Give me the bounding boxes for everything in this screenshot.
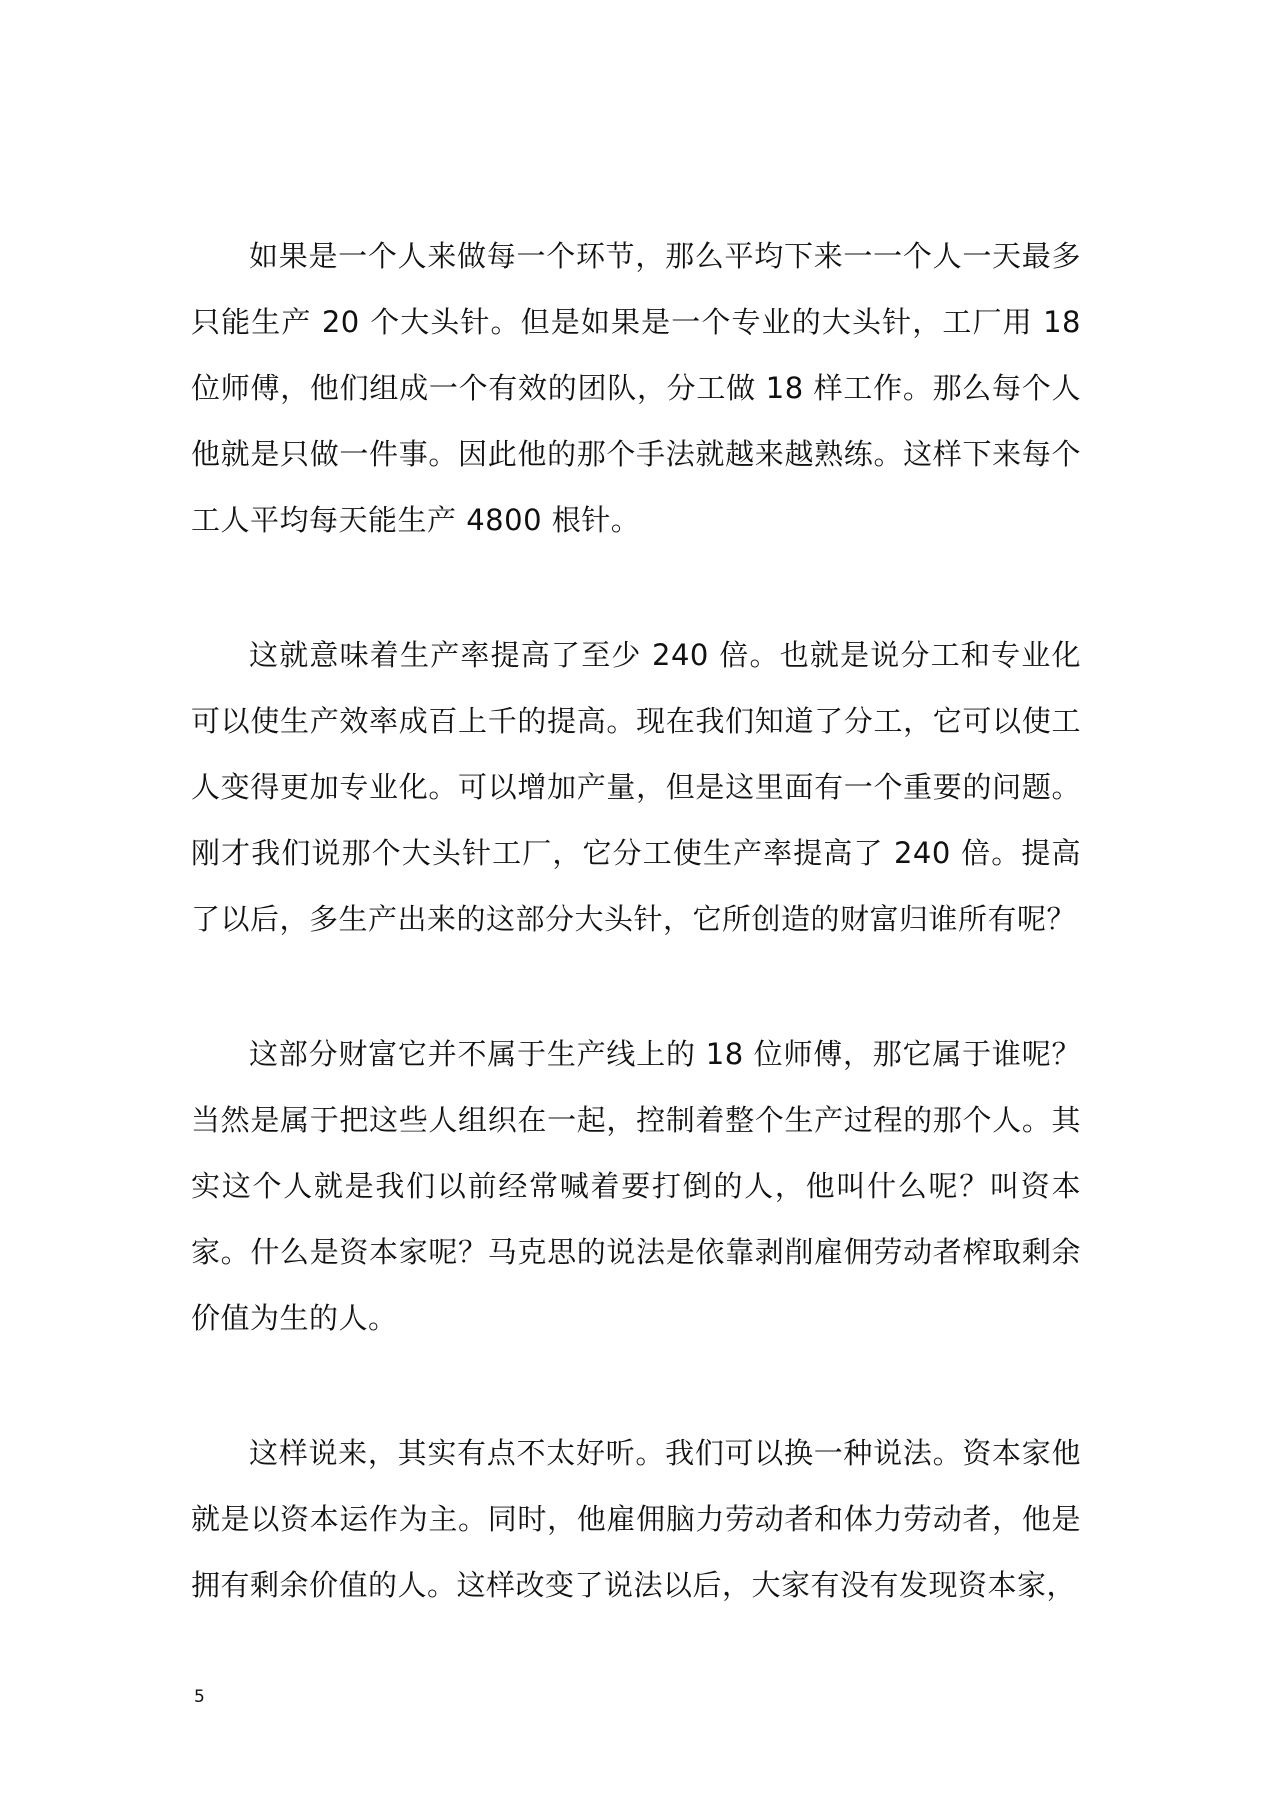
page-number: 5 (194, 1687, 205, 1707)
paragraph-1: 如果是一个人来做每一个环节，那么平均下来一一个人一天最多只能生产 20 个大头针。但是如果是一个专业的大头针，工厂用 18 位师傅，他们组成一个有效的团队，分工做 18 样工作。那么每个人他就是只做一件事。因此他的那个手法就越来越熟练。这样下来每个工人平均每天能生产 4800 根针。 (191, 239, 1081, 537)
body-text (191, 223, 1081, 1618)
paragraph-4: 这样说来，其实有点不太好听。我们可以换一种说法。资本家他就是以资本运作为主。同时，他雇佣脑力劳动者和体力劳动者，他是拥有剩余价值的人。这样改变了说法以后，大家有没有发现资本家， (191, 1436, 1081, 1602)
paragraph-2: 这就意味着生产率提高了至少 240 倍。也就是说分工和专业化可以使生产效率成百上千的提高。现在我们知道了分工，它可以使工人变得更加专业化。可以增加产量，但是这里面有一个重要的问题。刚才我们说那个大头针工厂，它分工使生产率提高了 240 倍。提高了以后，多生产出来的这部分大头针，它所创造的财富归谁所有呢？ (191, 638, 1081, 936)
paragraph-3: 这部分财富它并不属于生产线上的 18 位师傅，那它属于谁呢？当然是属于把这些人组织在一起，控制着整个生产过程的那个人。其实这个人就是我们以前经常喊着要打倒的人，他叫什么呢？叫资本家。什么是资本家呢？马克思的说法是依靠剥削雇佣劳动者榨取剩余价值为生的人。 (191, 1037, 1081, 1335)
